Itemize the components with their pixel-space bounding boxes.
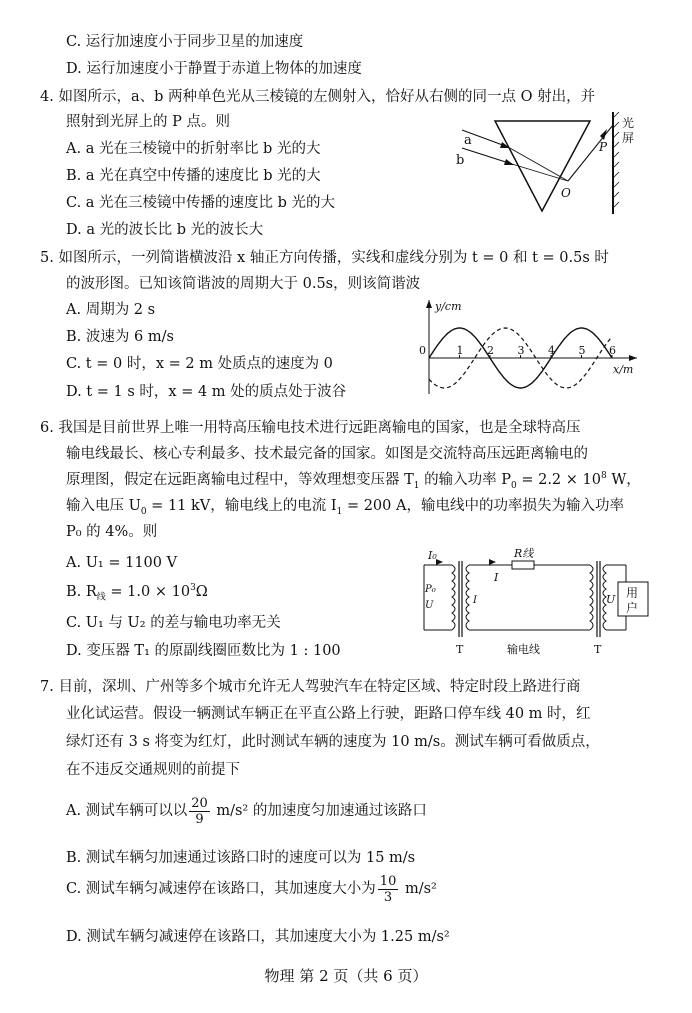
x-tick-label: 3 <box>517 344 525 357</box>
q6-option-a: A. U₁ = 1100 V <box>66 555 178 571</box>
prism-diagram <box>450 108 650 218</box>
q6-stem-line5: P₀ 的 4%。则 <box>66 524 158 540</box>
q5-stem-line1: 5. 如图所示，一列简谐横波沿 x 轴正方向传播，实线和虚线分别为 t = 0 和 t = 0.5s 时 <box>40 250 609 266</box>
prism-triangle <box>495 121 590 211</box>
q4-option-a: A. a 光在三棱镜中的折射率比 b 光的大 <box>66 141 321 157</box>
q4-option-d: D. a 光的波长比 b 光的波长大 <box>66 222 264 238</box>
current-i-arrow <box>489 559 496 565</box>
q7-option-d: D. 测试车辆匀减速停在该路口，其加速度大小为 1.25 m/s² <box>66 929 450 945</box>
screen-label-1: 光 <box>622 116 635 130</box>
q5-option-d: D. t = 1 s 时，x = 4 m 处的质点处于波谷 <box>66 384 347 400</box>
transmission-diagram <box>412 545 660 660</box>
label-t-left: T <box>456 643 464 656</box>
q6-option-c: C. U₁ 与 U₂ 的差与输电功率无关 <box>66 615 281 631</box>
label-r-line: R线 <box>514 547 534 560</box>
label-p: P <box>599 140 608 154</box>
q4-stem-line1: 4. 如图所示，a、b 两种单色光从三棱镜的左侧射入，恰好从右侧的同一点 O 射出，并 <box>40 89 596 105</box>
label-i-left: I <box>473 595 477 606</box>
user-label-1: 用 <box>626 586 639 600</box>
q7-stem-line3: 绿灯还有 3 s 将变为红灯，此时测试车辆的速度为 10 m/s。测试车辆可看做质点， <box>66 734 600 750</box>
label-i0: I₀ <box>428 549 437 562</box>
q5-option-a: A. 周期为 2 s <box>66 302 156 318</box>
q7-stem-line1: 7. 目前，深圳、广州等多个城市允许无人驾驶汽车在特定区域、特定时段上路进行商 <box>40 679 581 695</box>
q3-option-d: D. 运行加速度小于静置于赤道上物体的加速度 <box>66 61 362 77</box>
q6-stem-line2: 输电线最长、核心专利最多、技术最完备的国家。如图是交流特高压远距离输电的 <box>66 446 588 462</box>
q4-option-c: C. a 光在三棱镜中传播的速度比 b 光的大 <box>66 195 336 211</box>
label-o: O <box>561 186 571 200</box>
fraction-20-9: $\frac{20}{9}$ <box>191 795 208 827</box>
transformer-t1 <box>452 561 469 637</box>
q6-stem-line1: 6. 我国是目前世界上唯一用特高压输电技术进行远距离输电的国家，也是全球特高压 <box>40 420 581 436</box>
wave-graph <box>415 296 655 396</box>
q6-option-d: D. 变压器 T₁ 的原副线圈匝数比为 1 : 100 <box>66 643 341 659</box>
x-axis-label: x/m <box>613 363 634 376</box>
label-t-right: T <box>594 643 602 656</box>
label-i-line: I <box>494 571 499 584</box>
q6-option-b: B. $R_线 = 1.0 \times 10^3\Omega$ <box>66 583 208 603</box>
q7-stem-line4: 在不违反交通规则的前提下 <box>66 762 240 778</box>
y-axis-label: y/cm <box>435 300 462 313</box>
x-tick-label: 5 <box>578 344 586 357</box>
x-ticks <box>419 344 616 358</box>
label-p0: P₀ <box>425 584 436 595</box>
x-tick-label: 2 <box>487 344 494 357</box>
user-label-2: 户 <box>626 601 639 615</box>
label-u-left: U <box>425 600 434 611</box>
x-tick-label: 6 <box>609 344 616 357</box>
transformer-t2 <box>590 561 606 637</box>
q5-option-b: B. 波速为 6 m/s <box>66 329 174 345</box>
q4-option-b: B. a 光在真空中传播的速度比 b 光的大 <box>66 168 321 184</box>
q5-option-c: C. t = 0 时，x = 2 m 处质点的速度为 0 <box>66 356 333 372</box>
x-axis-arrow <box>629 355 637 361</box>
q7-option-a: A. 测试车辆可以以 $\frac{20}{9}$ m/s² 的加速度匀加速通过该路口 <box>66 795 427 827</box>
q6-stem-line4: 输入电压 $U_0 = 11$ kV，输电线上的电流 $I_1 = 200$ A，输电线中的功率损失为输入功率 <box>66 498 624 517</box>
q6-stem-line3: 原理图，假定在远距离输电过程中，等效理想变压器 $T_1$ 的输入功率 $P_0 = 2.2 \times 10^8$ W， <box>66 471 641 491</box>
q7-option-c: C. 测试车辆匀减速停在该路口，其加速度大小为 $\frac{10}{3}$ m/s² <box>66 873 437 905</box>
label-a: a <box>464 133 472 148</box>
label-b: b <box>456 153 465 168</box>
label-line: 输电线 <box>507 643 540 656</box>
x-tick-label: 1 <box>456 344 464 357</box>
fraction-10-3: $\frac{10}{3}$ <box>379 873 397 905</box>
q4-stem-line2: 照射到光屏上的 P 点。则 <box>66 114 230 130</box>
ray-b-inside <box>512 164 568 181</box>
screen-label-2: 屏 <box>622 131 635 145</box>
y-axis-arrow <box>426 300 432 308</box>
q5-stem-line2: 的波形图。已知该简谐波的周期大于 0.5s，则该简谐波 <box>66 276 421 292</box>
x-tick-label: 0 <box>419 344 426 357</box>
ray-b-in <box>462 148 512 164</box>
x-tick-label: 4 <box>548 344 555 357</box>
q7-option-b: B. 测试车辆匀加速通过该路口时的速度可以为 15 m/s <box>66 850 416 866</box>
label-u-right: U <box>606 593 616 606</box>
current-i0-arrow <box>436 559 443 565</box>
q3-option-c: C. 运行加速度小于同步卫星的加速度 <box>66 34 304 50</box>
q7-stem-line2: 业化试运营。假设一辆测试车辆正在平直公路上行驶，距路口停车线 40 m 时，红 <box>66 706 591 722</box>
line-resistor <box>512 561 534 569</box>
page-footer: 物理 第 2 页（共 6 页） <box>264 967 428 985</box>
